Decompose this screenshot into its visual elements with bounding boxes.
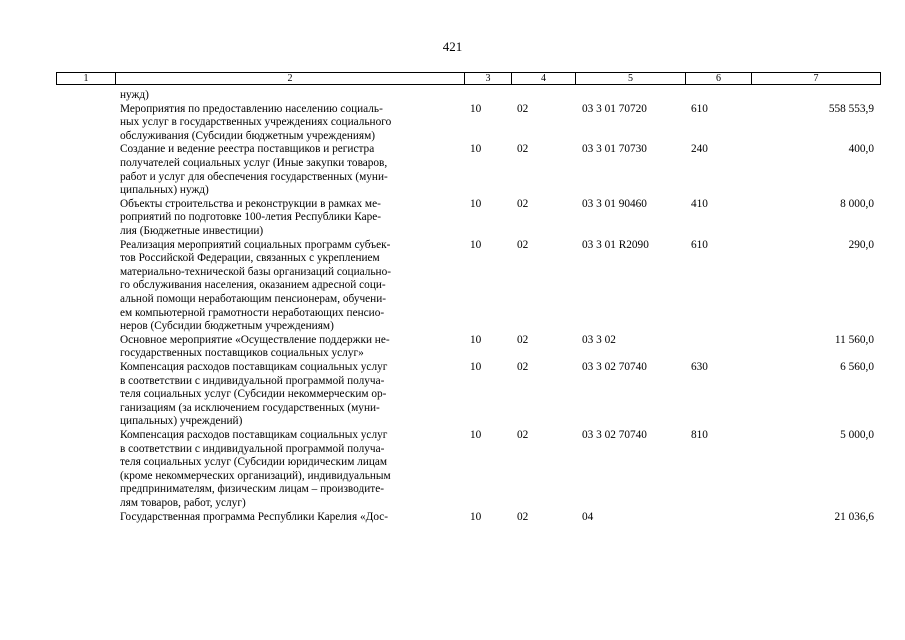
column-header-4: 4 bbox=[512, 73, 576, 85]
description-line: материально-технической базы организаций социально- bbox=[120, 265, 391, 278]
amount: 400,0 bbox=[848, 143, 874, 156]
description-line: ем компьютерной грамотности неработающих пенсио- bbox=[120, 306, 385, 319]
expense-type-code: 240 bbox=[691, 143, 708, 156]
amount: 6 560,0 bbox=[840, 360, 874, 373]
description-line: Компенсация расходов поставщикам социальных услуг bbox=[120, 428, 388, 441]
amount: 5 000,0 bbox=[840, 428, 874, 441]
description-line: Создание и ведение реестра поставщиков и регистра bbox=[120, 143, 375, 156]
description-line: Мероприятия по предоставлению населению социаль- bbox=[120, 102, 383, 115]
description-line: ципальных) нужд) bbox=[120, 184, 209, 197]
budget-table-body bbox=[0, 89, 905, 524]
section-code: 10 bbox=[470, 360, 482, 373]
description-line: работ и услуг для обеспечения государственных (муни- bbox=[120, 170, 388, 183]
description-line: тов Российской Федерации, связанных с укреплением bbox=[120, 252, 380, 265]
table-row bbox=[0, 334, 905, 361]
table-row bbox=[0, 511, 905, 525]
section-code: 10 bbox=[470, 143, 482, 156]
description-line: получателей социальных услуг (Иные закупки товаров, bbox=[120, 156, 388, 169]
description-line: лям товаров, работ, услуг) bbox=[120, 496, 246, 509]
description-line: лия (Бюджетные инвестиции) bbox=[120, 224, 264, 237]
row-description bbox=[120, 334, 463, 361]
expense-type-code: 630 bbox=[691, 360, 708, 373]
target-article-code: 03 3 01 70730 bbox=[582, 143, 647, 156]
description-line: Компенсация расходов поставщикам социальных услуг bbox=[120, 360, 388, 373]
description-line: ных услуг в государственных учреждениях социального bbox=[120, 116, 392, 129]
description-line: Реализация мероприятий социальных программ субъек- bbox=[120, 238, 391, 251]
subsection-code: 02 bbox=[517, 510, 529, 523]
column-header-2: 2 bbox=[116, 73, 465, 85]
target-article-code: 03 3 01 70720 bbox=[582, 102, 647, 115]
column-header-3: 3 bbox=[465, 73, 512, 85]
column-header-5: 5 bbox=[576, 73, 686, 85]
description-line: альной помощи неработающим пенсионерам, обучени- bbox=[120, 292, 387, 305]
column-header-row bbox=[56, 72, 881, 85]
description-line: неров (Субсидии бюджетным учреждениям) bbox=[120, 320, 334, 333]
page-number: 421 bbox=[442, 39, 463, 54]
description-line: (кроме некоммерческих организаций), индивидуальным bbox=[120, 469, 391, 482]
description-line: теля социальных услуг (Субсидии юридическим лицам bbox=[120, 456, 388, 469]
section-code: 10 bbox=[470, 428, 482, 441]
continuation-row bbox=[0, 89, 905, 103]
section-code: 10 bbox=[470, 102, 482, 115]
row-description bbox=[120, 143, 463, 197]
description-line: обслуживания (Субсидии бюджетным учреждениям) bbox=[120, 129, 376, 142]
subsection-code: 02 bbox=[517, 143, 529, 156]
description-line: роприятий по подготовке 100-летия Республики Каре- bbox=[120, 211, 382, 224]
table-row bbox=[0, 429, 905, 511]
description-line: в соответствии с индивидуальной программой получа- bbox=[120, 374, 385, 387]
column-header-1: 1 bbox=[57, 73, 116, 85]
description-line: в соответствии с индивидуальной программой получа- bbox=[120, 442, 385, 455]
description-line: предпринимателям, физическим лицам – производите- bbox=[120, 483, 385, 496]
subsection-code: 02 bbox=[517, 238, 529, 251]
subsection-code: 02 bbox=[517, 197, 529, 210]
row-description bbox=[120, 239, 463, 334]
description-line: ципальных) учреждений) bbox=[120, 415, 243, 428]
description-line: Объекты строительства и реконструкции в рамках ме- bbox=[120, 197, 381, 210]
column-header-7: 7 bbox=[752, 73, 881, 85]
target-article-code: 03 3 01 90460 bbox=[582, 197, 647, 210]
section-code: 10 bbox=[470, 510, 482, 523]
description-line: Государственная программа Республики Карелия «Дос- bbox=[120, 510, 389, 523]
target-article-code: 03 3 02 70740 bbox=[582, 428, 647, 441]
expense-type-code: 610 bbox=[691, 102, 708, 115]
amount: 11 560,0 bbox=[834, 333, 874, 346]
section-code: 10 bbox=[470, 333, 482, 346]
row-description bbox=[120, 198, 463, 239]
row-description bbox=[120, 511, 463, 525]
amount: 290,0 bbox=[848, 238, 874, 251]
continuation-text: нужд) bbox=[120, 89, 149, 101]
description-line: го обслуживания населения, оказанием адресной соци- bbox=[120, 279, 386, 292]
row-description bbox=[120, 103, 463, 144]
column-header-6: 6 bbox=[686, 73, 752, 85]
expense-type-code: 810 bbox=[691, 428, 708, 441]
description-line: Основное мероприятие «Осуществление поддержки не- bbox=[120, 333, 390, 346]
subsection-code: 02 bbox=[517, 102, 529, 115]
table-row bbox=[0, 143, 905, 197]
amount: 21 036,6 bbox=[834, 510, 874, 523]
subsection-code: 02 bbox=[517, 428, 529, 441]
row-description bbox=[120, 361, 463, 429]
row-description bbox=[120, 429, 463, 511]
description-line: ганизациям (за исключением государственных (муни- bbox=[120, 401, 380, 414]
amount: 558 553,9 bbox=[828, 102, 874, 115]
subsection-code: 02 bbox=[517, 360, 529, 373]
table-row bbox=[0, 239, 905, 334]
target-article-code: 03 3 02 bbox=[582, 333, 616, 346]
amount: 8 000,0 bbox=[840, 197, 874, 210]
section-code: 10 bbox=[470, 238, 482, 251]
subsection-code: 02 bbox=[517, 333, 529, 346]
table-row bbox=[0, 103, 905, 144]
target-article-code: 03 3 01 R2090 bbox=[582, 238, 649, 251]
description-line: теля социальных услуг (Субсидии некоммерческим ор- bbox=[120, 388, 387, 401]
expense-type-code: 610 bbox=[691, 238, 708, 251]
section-code: 10 bbox=[470, 197, 482, 210]
table-row bbox=[0, 198, 905, 239]
description-line: государственных поставщиков социальных услуг» bbox=[120, 347, 364, 360]
expense-type-code: 410 bbox=[691, 197, 708, 210]
target-article-code: 03 3 02 70740 bbox=[582, 360, 647, 373]
table-row bbox=[0, 361, 905, 429]
target-article-code: 04 bbox=[582, 510, 594, 523]
